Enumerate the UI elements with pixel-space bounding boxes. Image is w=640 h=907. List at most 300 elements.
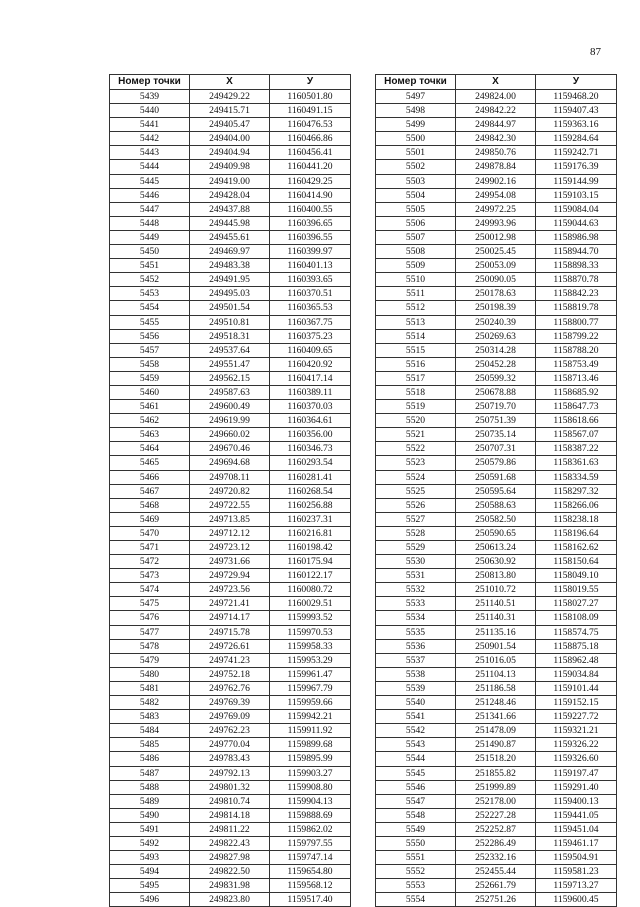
table-row xyxy=(110,371,351,385)
cell-point-number: 5460 xyxy=(110,385,190,399)
table-row xyxy=(110,752,351,766)
cell-point-number: 5517 xyxy=(376,371,456,385)
cell-y: 1158361.63 xyxy=(536,456,617,470)
cell-point-number: 5510 xyxy=(376,273,456,287)
table-row xyxy=(110,315,351,329)
table-row xyxy=(376,329,617,343)
cell-x: 251104.13 xyxy=(456,667,536,681)
table-row xyxy=(376,343,617,357)
table-row xyxy=(376,484,617,498)
cell-point-number: 5474 xyxy=(110,583,190,597)
cell-point-number: 5547 xyxy=(376,794,456,808)
table-row xyxy=(110,667,351,681)
cell-y: 1158870.78 xyxy=(536,273,617,287)
table-row xyxy=(110,202,351,216)
table-row xyxy=(110,188,351,202)
cell-point-number: 5509 xyxy=(376,259,456,273)
table-row xyxy=(110,639,351,653)
cell-x: 250314.28 xyxy=(456,343,536,357)
cell-x: 249409.98 xyxy=(190,160,270,174)
table-row xyxy=(110,597,351,611)
cell-point-number: 5439 xyxy=(110,90,190,104)
cell-y: 1158297.32 xyxy=(536,484,617,498)
cell-y: 1160122.17 xyxy=(270,569,351,583)
cell-point-number: 5544 xyxy=(376,752,456,766)
cell-y: 1159321.21 xyxy=(536,724,617,738)
cell-y: 1159942.21 xyxy=(270,710,351,724)
cell-x: 249483.38 xyxy=(190,259,270,273)
cell-y: 1159504.91 xyxy=(536,851,617,865)
cell-point-number: 5539 xyxy=(376,681,456,695)
table-row xyxy=(376,526,617,540)
cell-y: 1160346.73 xyxy=(270,442,351,456)
cell-point-number: 5483 xyxy=(110,710,190,724)
cell-x: 249714.17 xyxy=(190,611,270,625)
cell-y: 1158027.27 xyxy=(536,597,617,611)
cell-x: 249741.23 xyxy=(190,653,270,667)
cell-y: 1159326.60 xyxy=(536,752,617,766)
cell-y: 1160268.54 xyxy=(270,484,351,498)
cell-x: 249831.98 xyxy=(190,879,270,893)
header-point-number: Номер точки xyxy=(110,75,190,90)
cell-y: 1159044.63 xyxy=(536,216,617,230)
cell-x: 251016.05 xyxy=(456,653,536,667)
cell-point-number: 5480 xyxy=(110,667,190,681)
table-row xyxy=(110,541,351,555)
cell-y: 1159888.69 xyxy=(270,808,351,822)
cell-y: 1159600.45 xyxy=(536,893,617,907)
cell-x: 249419.00 xyxy=(190,174,270,188)
cell-y: 1160491.15 xyxy=(270,104,351,118)
cell-x: 249792.13 xyxy=(190,766,270,780)
cell-x: 249902.16 xyxy=(456,174,536,188)
cell-x: 250719.70 xyxy=(456,400,536,414)
table-row xyxy=(110,696,351,710)
cell-x: 250198.39 xyxy=(456,301,536,315)
cell-point-number: 5456 xyxy=(110,329,190,343)
cell-point-number: 5534 xyxy=(376,611,456,625)
cell-y: 1160441.20 xyxy=(270,160,351,174)
table-row xyxy=(376,498,617,512)
table-row xyxy=(376,808,617,822)
cell-point-number: 5455 xyxy=(110,315,190,329)
cell-point-number: 5487 xyxy=(110,766,190,780)
cell-y: 1160175.94 xyxy=(270,555,351,569)
cell-y: 1159961.47 xyxy=(270,667,351,681)
cell-point-number: 5514 xyxy=(376,329,456,343)
cell-x: 249715.78 xyxy=(190,625,270,639)
cell-y: 1159284.64 xyxy=(536,132,617,146)
table-row xyxy=(376,456,617,470)
table-row xyxy=(376,766,617,780)
cell-y: 1159908.80 xyxy=(270,780,351,794)
cell-y: 1159197.47 xyxy=(536,766,617,780)
cell-y: 1158962.48 xyxy=(536,653,617,667)
cell-point-number: 5524 xyxy=(376,470,456,484)
cell-point-number: 5548 xyxy=(376,808,456,822)
table-row xyxy=(110,865,351,879)
cell-point-number: 5546 xyxy=(376,780,456,794)
table-row xyxy=(376,851,617,865)
cell-point-number: 5495 xyxy=(110,879,190,893)
cell-y: 1159797.55 xyxy=(270,836,351,850)
cell-y: 1158150.64 xyxy=(536,555,617,569)
page-number: 87 xyxy=(590,46,601,58)
table-row xyxy=(376,681,617,695)
cell-y: 1159144.99 xyxy=(536,174,617,188)
table-row xyxy=(376,752,617,766)
table-row xyxy=(376,794,617,808)
table-row xyxy=(110,583,351,597)
cell-x: 250590.65 xyxy=(456,526,536,540)
cell-x: 249721.41 xyxy=(190,597,270,611)
table-row xyxy=(376,780,617,794)
table-row xyxy=(110,879,351,893)
table-row xyxy=(110,512,351,526)
cell-y: 1160281.41 xyxy=(270,470,351,484)
cell-point-number: 5471 xyxy=(110,541,190,555)
table-row xyxy=(110,400,351,414)
cell-point-number: 5458 xyxy=(110,357,190,371)
cell-x: 249551.47 xyxy=(190,357,270,371)
cell-y: 1159903.27 xyxy=(270,766,351,780)
cell-point-number: 5506 xyxy=(376,216,456,230)
table-row xyxy=(376,879,617,893)
table-row xyxy=(110,329,351,343)
cell-y: 1158788.20 xyxy=(536,343,617,357)
cell-y: 1160501.80 xyxy=(270,90,351,104)
cell-x: 249469.97 xyxy=(190,245,270,259)
cell-y: 1159899.68 xyxy=(270,738,351,752)
table-row xyxy=(110,343,351,357)
cell-point-number: 5447 xyxy=(110,202,190,216)
cell-point-number: 5493 xyxy=(110,851,190,865)
cell-y: 1160396.55 xyxy=(270,230,351,244)
cell-y: 1160370.03 xyxy=(270,400,351,414)
cell-point-number: 5450 xyxy=(110,245,190,259)
cell-x: 251518.20 xyxy=(456,752,536,766)
cell-point-number: 5466 xyxy=(110,470,190,484)
cell-y: 1159400.13 xyxy=(536,794,617,808)
cell-point-number: 5520 xyxy=(376,414,456,428)
cell-x: 250240.39 xyxy=(456,315,536,329)
cell-point-number: 5473 xyxy=(110,569,190,583)
cell-y: 1158898.33 xyxy=(536,259,617,273)
table-row xyxy=(376,216,617,230)
cell-x: 251999.89 xyxy=(456,780,536,794)
table-row xyxy=(376,202,617,216)
cell-point-number: 5440 xyxy=(110,104,190,118)
cell-point-number: 5468 xyxy=(110,498,190,512)
cell-y: 1159911.92 xyxy=(270,724,351,738)
cell-x: 249428.04 xyxy=(190,188,270,202)
cell-x: 249405.47 xyxy=(190,118,270,132)
cell-point-number: 5549 xyxy=(376,822,456,836)
header-x: X xyxy=(456,75,536,90)
cell-x: 251140.31 xyxy=(456,611,536,625)
cell-x: 249619.99 xyxy=(190,414,270,428)
table-row xyxy=(110,90,351,104)
cell-x: 251135.16 xyxy=(456,625,536,639)
table-row xyxy=(376,174,617,188)
cell-point-number: 5482 xyxy=(110,696,190,710)
cell-point-number: 5525 xyxy=(376,484,456,498)
cell-point-number: 5457 xyxy=(110,343,190,357)
cell-y: 1159227.72 xyxy=(536,710,617,724)
cell-point-number: 5502 xyxy=(376,160,456,174)
cell-x: 251490.87 xyxy=(456,738,536,752)
table-row xyxy=(376,639,617,653)
cell-x: 250599.32 xyxy=(456,371,536,385)
cell-y: 1158238.18 xyxy=(536,512,617,526)
table-row xyxy=(110,230,351,244)
table-row xyxy=(376,385,617,399)
cell-x: 252751.26 xyxy=(456,893,536,907)
table-row xyxy=(110,555,351,569)
cell-x: 249801.32 xyxy=(190,780,270,794)
cell-y: 1159747.14 xyxy=(270,851,351,865)
cell-y: 1159034.84 xyxy=(536,667,617,681)
cell-point-number: 5507 xyxy=(376,230,456,244)
cell-y: 1160389.11 xyxy=(270,385,351,399)
table-row xyxy=(110,625,351,639)
table-row xyxy=(110,738,351,752)
cell-point-number: 5526 xyxy=(376,498,456,512)
cell-y: 1158713.46 xyxy=(536,371,617,385)
cell-y: 1159291.40 xyxy=(536,780,617,794)
cell-point-number: 5521 xyxy=(376,428,456,442)
cell-y: 1158799.22 xyxy=(536,329,617,343)
cell-x: 249783.43 xyxy=(190,752,270,766)
cell-x: 252661.79 xyxy=(456,879,536,893)
cell-x: 249842.22 xyxy=(456,104,536,118)
cell-x: 249670.46 xyxy=(190,442,270,456)
cell-point-number: 5443 xyxy=(110,146,190,160)
table-row xyxy=(376,428,617,442)
cell-y: 1159581.23 xyxy=(536,865,617,879)
cell-point-number: 5535 xyxy=(376,625,456,639)
cell-y: 1159101.44 xyxy=(536,681,617,695)
table-row xyxy=(110,836,351,850)
cell-x: 249429.22 xyxy=(190,90,270,104)
cell-point-number: 5442 xyxy=(110,132,190,146)
cell-x: 250630.92 xyxy=(456,555,536,569)
cell-x: 249495.03 xyxy=(190,287,270,301)
cell-point-number: 5552 xyxy=(376,865,456,879)
cell-y: 1160364.61 xyxy=(270,414,351,428)
table-header-row xyxy=(110,75,351,90)
cell-point-number: 5530 xyxy=(376,555,456,569)
cell-x: 249814.18 xyxy=(190,808,270,822)
cell-y: 1158196.64 xyxy=(536,526,617,540)
cell-y: 1159242.71 xyxy=(536,146,617,160)
table-row xyxy=(376,512,617,526)
table-row xyxy=(376,470,617,484)
table-row xyxy=(110,653,351,667)
coordinates-table-right xyxy=(375,74,617,907)
table-row xyxy=(110,681,351,695)
table-row xyxy=(110,611,351,625)
cell-point-number: 5441 xyxy=(110,118,190,132)
cell-x: 249972.25 xyxy=(456,202,536,216)
table-row xyxy=(110,428,351,442)
cell-point-number: 5485 xyxy=(110,738,190,752)
cell-y: 1160080.72 xyxy=(270,583,351,597)
cell-x: 250751.39 xyxy=(456,414,536,428)
cell-point-number: 5515 xyxy=(376,343,456,357)
cell-x: 250012.98 xyxy=(456,230,536,244)
table-row xyxy=(110,710,351,724)
header-y: У xyxy=(536,75,617,90)
cell-y: 1158387.22 xyxy=(536,442,617,456)
table-row xyxy=(110,724,351,738)
table-row xyxy=(110,569,351,583)
cell-x: 251478.09 xyxy=(456,724,536,738)
table-row xyxy=(110,442,351,456)
cell-x: 249713.85 xyxy=(190,512,270,526)
cell-point-number: 5490 xyxy=(110,808,190,822)
cell-x: 249491.95 xyxy=(190,273,270,287)
table-row xyxy=(376,245,617,259)
cell-y: 1160401.13 xyxy=(270,259,351,273)
cell-x: 252227.28 xyxy=(456,808,536,822)
table-row xyxy=(376,710,617,724)
cell-y: 1160414.90 xyxy=(270,188,351,202)
cell-x: 249415.71 xyxy=(190,104,270,118)
cell-point-number: 5479 xyxy=(110,653,190,667)
table-row xyxy=(110,414,351,428)
cell-y: 1159441.05 xyxy=(536,808,617,822)
cell-y: 1159904.13 xyxy=(270,794,351,808)
table-body-right xyxy=(376,90,617,907)
cell-point-number: 5529 xyxy=(376,541,456,555)
table-row xyxy=(376,414,617,428)
cell-point-number: 5499 xyxy=(376,118,456,132)
cell-x: 249712.12 xyxy=(190,526,270,540)
cell-x: 250595.64 xyxy=(456,484,536,498)
cell-y: 1159967.79 xyxy=(270,681,351,695)
cell-y: 1158108.09 xyxy=(536,611,617,625)
table-row xyxy=(110,104,351,118)
table-row xyxy=(110,766,351,780)
cell-x: 252252.87 xyxy=(456,822,536,836)
table-row xyxy=(376,273,617,287)
cell-point-number: 5451 xyxy=(110,259,190,273)
cell-point-number: 5469 xyxy=(110,512,190,526)
cell-y: 1159451.04 xyxy=(536,822,617,836)
cell-y: 1158819.78 xyxy=(536,301,617,315)
table-row xyxy=(376,259,617,273)
cell-x: 251248.46 xyxy=(456,696,536,710)
cell-point-number: 5475 xyxy=(110,597,190,611)
table-row xyxy=(110,808,351,822)
cell-x: 249455.61 xyxy=(190,230,270,244)
cell-point-number: 5477 xyxy=(110,625,190,639)
cell-x: 252332.16 xyxy=(456,851,536,865)
cell-y: 1158049.10 xyxy=(536,569,617,583)
cell-point-number: 5545 xyxy=(376,766,456,780)
cell-x: 249878.84 xyxy=(456,160,536,174)
cell-point-number: 5449 xyxy=(110,230,190,244)
table-row xyxy=(376,836,617,850)
cell-y: 1158986.98 xyxy=(536,230,617,244)
cell-y: 1159461.17 xyxy=(536,836,617,850)
cell-point-number: 5518 xyxy=(376,385,456,399)
cell-point-number: 5538 xyxy=(376,667,456,681)
cell-point-number: 5505 xyxy=(376,202,456,216)
cell-point-number: 5491 xyxy=(110,822,190,836)
cell-point-number: 5488 xyxy=(110,780,190,794)
cell-x: 249720.82 xyxy=(190,484,270,498)
cell-y: 1160466.86 xyxy=(270,132,351,146)
table-row xyxy=(110,822,351,836)
table-row xyxy=(376,667,617,681)
table-row xyxy=(110,118,351,132)
cell-x: 249842.30 xyxy=(456,132,536,146)
cell-x: 249762.76 xyxy=(190,681,270,695)
table-row xyxy=(376,611,617,625)
cell-x: 250178.63 xyxy=(456,287,536,301)
cell-y: 1160476.53 xyxy=(270,118,351,132)
cell-x: 249722.55 xyxy=(190,498,270,512)
cell-x: 250735.14 xyxy=(456,428,536,442)
cell-x: 249844.97 xyxy=(456,118,536,132)
table-row xyxy=(110,357,351,371)
cell-y: 1158944.70 xyxy=(536,245,617,259)
cell-y: 1158685.92 xyxy=(536,385,617,399)
cell-y: 1160396.65 xyxy=(270,216,351,230)
cell-point-number: 5522 xyxy=(376,442,456,456)
cell-point-number: 5513 xyxy=(376,315,456,329)
cell-y: 1159959.66 xyxy=(270,696,351,710)
cell-x: 249769.39 xyxy=(190,696,270,710)
cell-x: 249587.63 xyxy=(190,385,270,399)
cell-point-number: 5516 xyxy=(376,357,456,371)
table-row xyxy=(110,174,351,188)
cell-x: 249954.08 xyxy=(456,188,536,202)
cell-point-number: 5470 xyxy=(110,526,190,540)
cell-y: 1160456.41 xyxy=(270,146,351,160)
cell-x: 251341.66 xyxy=(456,710,536,724)
cell-x: 250452.28 xyxy=(456,357,536,371)
cell-x: 249537.64 xyxy=(190,343,270,357)
cell-point-number: 5501 xyxy=(376,146,456,160)
table-body-left xyxy=(110,90,351,907)
cell-x: 250901.54 xyxy=(456,639,536,653)
table-row xyxy=(110,216,351,230)
cell-y: 1158618.66 xyxy=(536,414,617,428)
cell-y: 1160365.53 xyxy=(270,301,351,315)
cell-point-number: 5527 xyxy=(376,512,456,526)
cell-y: 1160237.31 xyxy=(270,512,351,526)
cell-point-number: 5489 xyxy=(110,794,190,808)
cell-x: 250613.24 xyxy=(456,541,536,555)
cell-x: 249824.00 xyxy=(456,90,536,104)
cell-y: 1159103.15 xyxy=(536,188,617,202)
header-x: X xyxy=(190,75,270,90)
cell-point-number: 5496 xyxy=(110,893,190,907)
cell-y: 1159176.39 xyxy=(536,160,617,174)
cell-x: 250678.88 xyxy=(456,385,536,399)
cell-point-number: 5444 xyxy=(110,160,190,174)
cell-x: 249770.04 xyxy=(190,738,270,752)
cell-point-number: 5551 xyxy=(376,851,456,865)
cell-y: 1159953.29 xyxy=(270,653,351,667)
cell-point-number: 5550 xyxy=(376,836,456,850)
table-row xyxy=(376,653,617,667)
cell-point-number: 5494 xyxy=(110,865,190,879)
cell-y: 1159993.52 xyxy=(270,611,351,625)
